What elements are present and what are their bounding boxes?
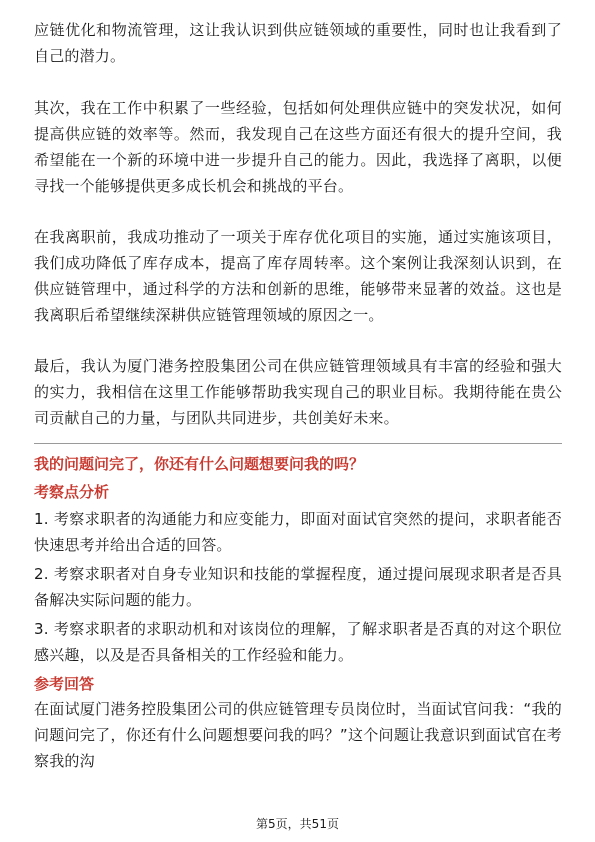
document-body (34, 17, 562, 774)
analysis-heading: 考察点分析 (34, 483, 110, 501)
page-number: 第5页，共51页 (256, 817, 339, 831)
paragraph-4: 最后，我认为厦门港务控股集团公司在供应链管理领域具有丰富的经验和强大的实力，我相信在这里工作能够帮助我实现自己的职业目标。我期待能在贵公司贡献自己的力量，与团队共同进步，共创美好未来。 (34, 357, 562, 427)
reference-answer-heading: 参考回答 (34, 675, 95, 693)
section-divider (34, 443, 562, 444)
reference-answer-text: 在面试厦门港务控股集团公司的供应链管理专员岗位时，当面试官问我：“我的问题问完了，你还有什么问题想要问我的吗？”这个问题让我意识到面试官在考察我的沟 (34, 700, 562, 770)
paragraph-1: 应链优化和物流管理，这让我认识到供应链领域的重要性，同时也让我看到了自己的潜力。 (34, 21, 562, 65)
analysis-item-3: 3. 考察求职者的求职动机和对该岗位的理解，了解求职者是否真的对这个职位感兴趣，以及是否具备相关的工作经验和能力。 (34, 620, 562, 664)
analysis-item-2: 2. 考察求职者对自身专业知识和技能的掌握程度，通过提问展现求职者是否具备解决实际问题的能力。 (34, 565, 562, 609)
paragraph-spacer (34, 199, 562, 224)
paragraph-spacer (34, 328, 562, 353)
analysis-item-1: 1. 考察求职者的沟通能力和应变能力，即面对面试官突然的提问，求职者能否快速思考并给出合适的回答。 (34, 510, 562, 554)
interview-question: 我的问题问完了，你还有什么问题想要问我的吗？ (34, 455, 365, 473)
paragraph-2: 其次，我在工作中积累了一些经验，包括如何处理供应链中的突发状况，如何提高供应链的效率等。然而，我发现自己在这些方面还有很大的提升空间，我希望能在一个新的环境中进一步提升自己的能力。因此，我选择了离职，以便寻找一个能够提供更多成长机会和挑战的平台。 (34, 99, 562, 195)
analysis-list (34, 506, 562, 668)
paragraph-spacer (34, 69, 562, 95)
paragraph-3: 在我离职前，我成功推动了一项关于库存优化项目的实施，通过实施该项目，我们成功降低了库存成本，提高了库存周转率。这个案例让我深刻认识到，在供应链管理中，通过科学的方法和创新的思维，能够带来显著的效益。这也是我离职后希望继续深耕供应链管理领域的原因之一。 (34, 228, 562, 324)
